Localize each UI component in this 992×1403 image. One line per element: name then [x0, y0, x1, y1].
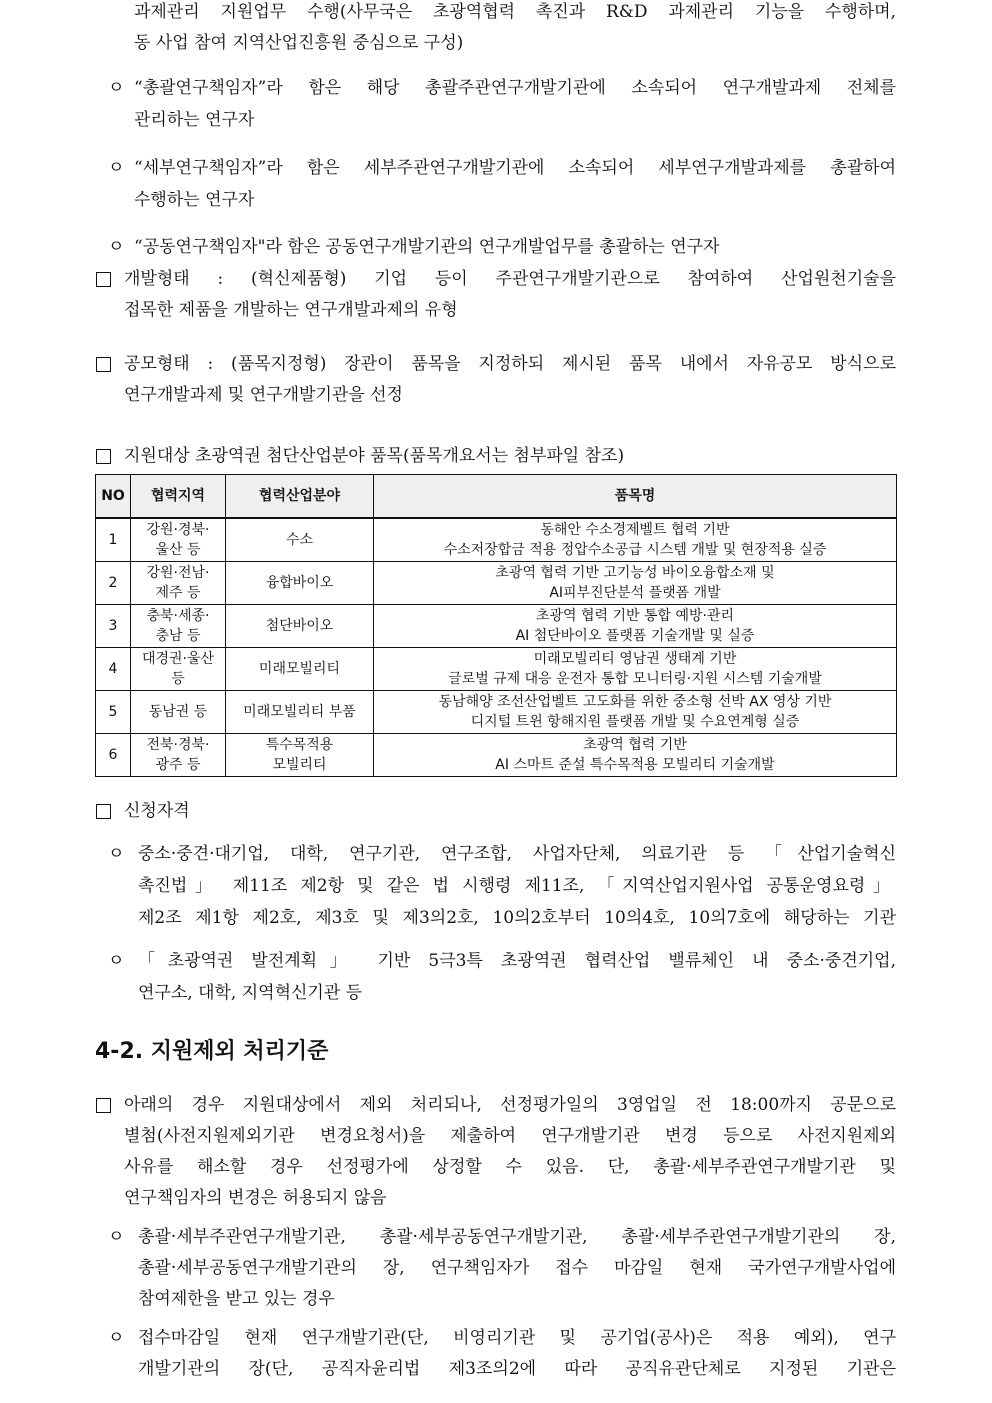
cell-region — [131, 605, 226, 648]
table-header-row — [96, 475, 897, 519]
cell-line: 초광역 협력 기반 통합 예방·관리 — [535, 608, 735, 624]
cell-no: 1 — [96, 518, 131, 562]
exclusion-paragraph: 연구책임자의 변경은 허용되지 않음 — [124, 1188, 387, 1208]
cell-field — [226, 518, 374, 562]
paragraph-line: 동 사업 참여 지역산업진흥원 중심으로 구성) — [134, 33, 464, 53]
exclusion-item: 접수마감일 현재 연구개발기관(단, 비영리기관 및 공기업(공사)은 적용 예외), 연구 — [138, 1328, 896, 1348]
exclusion-paragraph: 별첨(사전지원제외기관 변경요청서)을 제출하여 연구개발기관 변경 등으로 사전지원제외 — [124, 1126, 896, 1146]
cell-field — [226, 691, 374, 734]
cell-line: 동해안 수소경제벨트 협력 기반 — [540, 522, 730, 538]
table-row — [96, 562, 897, 605]
cell-line: 디지털 트윈 항해지원 플랫폼 개발 및 수요연계형 실증 — [470, 714, 800, 730]
cell-line: 충남 등 — [155, 628, 201, 644]
cell-line: 수소저장합금 적용 정압수소공급 시스템 개발 및 현장적용 실증 — [443, 542, 827, 558]
header-no: NO — [96, 475, 131, 519]
cell-line: AI 첨단바이오 플랫폼 기술개발 및 실증 — [515, 628, 755, 644]
bullet-marker: ㅇ — [108, 844, 125, 864]
bullet-marker: ㅇ — [108, 951, 125, 971]
table-row — [96, 648, 897, 691]
eligibility-item: 촉진법」 제11조 제2항 및 같은 법 시행령 제11조, 「지역산업지원사업 공통운영요령」 — [138, 876, 890, 896]
cell-field — [226, 605, 374, 648]
exclusion-paragraph: 사유를 해소할 경우 선정평가에 상정할 수 있음. 단, 총괄·세부주관연구개발기관 및 — [124, 1157, 896, 1177]
checkbox-square-icon — [96, 1098, 111, 1113]
table-row — [96, 605, 897, 648]
cell-item — [374, 691, 897, 734]
cell-line: 충북·세종· — [146, 608, 210, 624]
cell-line: 첨단바이오 — [265, 618, 334, 634]
cell-line: 모빌리티 — [272, 757, 327, 773]
cell-region — [131, 562, 226, 605]
cell-field — [226, 734, 374, 777]
exclusion-item: 총괄·세부공동연구개발기관의 장, 연구책임자가 접수 마감일 현재 국가연구개발사업에 — [138, 1258, 896, 1278]
cell-line: 초광역 협력 기반 고기능성 바이오융합소재 및 — [495, 565, 775, 581]
cell-no: 2 — [96, 562, 131, 605]
eligibility-item: 제2조 제1항 제2호, 제3호 및 제3의2호, 10의2호부터 10의4호, 10의7호에 해당하는 기관 — [138, 908, 896, 928]
table-title: 지원대상 초광역권 첨단산업분야 품목(품목개요서는 첨부파일 참조) — [124, 446, 625, 466]
eligibility-item: 연구소, 대학, 지역혁신기관 등 — [138, 983, 363, 1003]
cell-line: 전북·경북· — [146, 737, 210, 753]
cell-line: 미래모빌리티 — [258, 661, 341, 677]
cell-region — [131, 691, 226, 734]
development-type: 접목한 제품을 개발하는 연구개발과제의 유형 — [124, 300, 458, 320]
exclusion-paragraph: 아래의 경우 지원대상에서 제외 처리되나, 선정평가일의 3영업일 전 18:00까지 공문으로 — [124, 1095, 896, 1115]
items-table — [95, 474, 897, 777]
bullet-marker: ㅇ — [108, 237, 125, 257]
public-offering-type: 연구개발과제 및 연구개발기관을 선정 — [124, 385, 403, 405]
cell-line: AI 스마트 준설 특수목적용 모빌리티 기술개발 — [495, 757, 775, 773]
development-type: 개발형태 : (혁신제품형) 기업 등이 주관연구개발기관으로 참여하여 산업원천기술을 — [124, 269, 896, 289]
table-row — [96, 691, 897, 734]
cell-line: 동남권 등 — [148, 704, 208, 720]
table-row — [96, 518, 897, 562]
cell-line: 융합바이오 — [265, 575, 334, 591]
checkbox-square-icon — [96, 272, 111, 287]
definition-item: 수행하는 연구자 — [134, 190, 255, 210]
eligibility-item: 「초광역권 발전계획」 기반 5극3특 초광역권 협력산업 밸류체인 내 중소·중견기업, — [138, 951, 896, 971]
exclusion-item: 참여제한을 받고 있는 경우 — [138, 1289, 335, 1309]
cell-line: 특수목적용 — [265, 737, 334, 753]
cell-line: 미래모빌리티 영남권 생태계 기반 — [533, 651, 737, 667]
cell-line: 미래모빌리티 부품 — [243, 704, 356, 720]
public-offering-type: 공모형태 : (품목지정형) 장관이 품목을 지정하되 제시된 품목 내에서 자유공모 방식으로 — [124, 354, 896, 374]
cell-region — [131, 518, 226, 562]
bullet-marker: ㅇ — [108, 158, 125, 178]
definition-item: “총괄연구책임자”라 함은 해당 총괄주관연구개발기관에 소속되어 연구개발과제 전체를 — [134, 78, 896, 98]
cell-no: 3 — [96, 605, 131, 648]
bullet-marker: ㅇ — [108, 78, 125, 98]
cell-line: 강원·전남· — [146, 565, 210, 581]
table-row — [96, 734, 897, 777]
exclusion-item: 개발기관의 장(단, 공직자윤리법 제3조의2에 따라 공직유관단체로 지정된 기관은 — [138, 1359, 896, 1379]
cell-region — [131, 648, 226, 691]
cell-no: 4 — [96, 648, 131, 691]
cell-no: 6 — [96, 734, 131, 777]
cell-line: 대경권·울산 — [141, 651, 215, 667]
checkbox-square-icon — [96, 804, 111, 819]
paragraph-line: 과제관리 지원업무 수행(사무국은 초광역협력 촉진과 R&D 과제관리 기능을 수행하며, — [134, 2, 896, 22]
section-label: 신청자격 — [124, 801, 190, 821]
cell-field — [226, 648, 374, 691]
bullet-marker: ㅇ — [108, 1328, 125, 1348]
cell-region — [131, 734, 226, 777]
definition-item: “세부연구책임자”라 함은 세부주관연구개발기관에 소속되어 세부연구개발과제를 총괄하여 — [134, 158, 896, 178]
eligibility-item: 중소·중견·대기업, 대학, 연구기관, 연구조합, 사업자단체, 의료기관 등 「산업기술혁신 — [138, 844, 896, 864]
cell-no: 5 — [96, 691, 131, 734]
header-region: 협력지역 — [131, 475, 226, 519]
cell-line: 제주 등 — [155, 585, 201, 601]
section-heading: 4-2. 지원제외 처리기준 — [95, 1039, 329, 1064]
cell-field — [226, 562, 374, 605]
cell-item — [374, 648, 897, 691]
exclusion-item: 총괄·세부주관연구개발기관, 총괄·세부공동연구개발기관, 총괄·세부주관연구개발기관의 장, — [138, 1227, 896, 1247]
cell-line: 수소 — [285, 532, 314, 548]
cell-item — [374, 734, 897, 777]
checkbox-square-icon — [96, 357, 111, 372]
cell-line: 글로벌 규제 대응 운전자 통합 모니터링·지원 시스템 기술개발 — [448, 671, 822, 687]
cell-line: 광주 등 — [155, 757, 201, 773]
cell-line: 동남해양 조선산업벨트 고도화를 위한 중소형 선박 AX 영상 기반 — [438, 694, 832, 710]
cell-line: 울산 등 — [155, 542, 201, 558]
cell-item — [374, 605, 897, 648]
cell-line: 등 — [171, 671, 185, 687]
cell-item — [374, 518, 897, 562]
cell-line: AI피부진단분석 플랫폼 개발 — [549, 585, 721, 601]
header-item: 품목명 — [374, 475, 897, 519]
cell-line: 초광역 협력 기반 — [583, 737, 687, 753]
header-field: 협력산업분야 — [226, 475, 374, 519]
checkbox-square-icon — [96, 449, 111, 464]
cell-line: 강원·경북· — [146, 522, 210, 538]
definition-item: 관리하는 연구자 — [134, 110, 255, 130]
bullet-marker: ㅇ — [108, 1227, 125, 1247]
definition-item: “공동연구책임자"라 함은 공동연구개발기관의 연구개발업무를 총괄하는 연구자 — [134, 237, 720, 257]
cell-item — [374, 562, 897, 605]
